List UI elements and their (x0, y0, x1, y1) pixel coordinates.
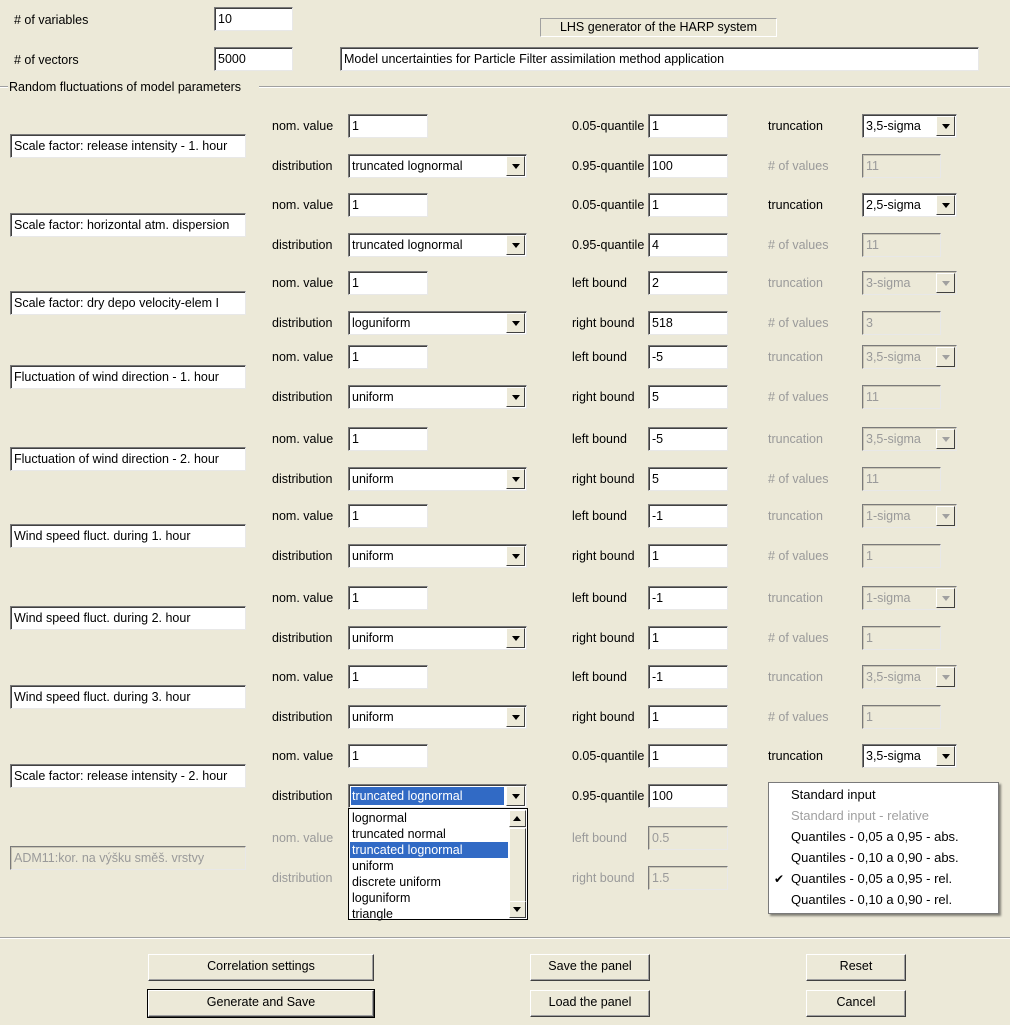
bound1-input[interactable]: -1 (648, 504, 728, 528)
num-values-label: # of values (768, 316, 829, 330)
bound1-input[interactable]: -1 (648, 665, 728, 689)
nom-value-input[interactable]: 1 (348, 114, 428, 138)
distribution-select[interactable] (348, 626, 527, 650)
chevron-down-icon[interactable] (936, 116, 955, 136)
bound2-input[interactable]: 4 (648, 233, 728, 257)
param-name-input: ADM11:kor. na výšku směš. vrstvy (10, 846, 246, 870)
truncation-select-value: 1-sigma (866, 591, 911, 605)
group-label: Random fluctuations of model parameters (9, 80, 242, 94)
truncation-select-value: 3,5-sigma (866, 670, 921, 684)
context-menu-item[interactable]: Standard input (791, 787, 876, 802)
truncation-select-value: 3-sigma (866, 276, 911, 290)
distribution-select-value: truncated lognormal (352, 238, 463, 252)
bound2-label: 0.95-quantile (572, 789, 645, 803)
param-name-input[interactable]: Scale factor: release intensity - 1. hour (10, 134, 246, 158)
num-vectors-input[interactable]: 5000 (214, 47, 293, 71)
num-values-label: # of values (768, 710, 829, 724)
param-name-input[interactable]: Fluctuation of wind direction - 1. hour (10, 365, 246, 389)
param-name-input[interactable]: Wind speed fluct. during 3. hour (10, 685, 246, 709)
chevron-down-icon[interactable] (506, 313, 525, 333)
bound1-input: 0.5 (648, 826, 728, 850)
distribution-select[interactable] (348, 385, 527, 409)
distribution-select[interactable] (348, 311, 527, 335)
distribution-label: distribution (272, 238, 333, 252)
distribution-label: distribution (272, 316, 333, 330)
nom-value-input[interactable]: 1 (348, 665, 428, 689)
context-menu-item[interactable]: Quantiles - 0,10 a 0,90 - abs. (791, 850, 959, 865)
distribution-dropdown-list[interactable] (348, 808, 528, 920)
bound2-label: right bound (572, 316, 635, 330)
dropdown-option[interactable]: uniform (352, 859, 394, 873)
truncation-select-value: 3,5-sigma (866, 749, 921, 763)
bound1-label: left bound (572, 276, 627, 290)
num-values-label: # of values (768, 159, 829, 173)
context-menu-item[interactable]: Quantiles - 0,10 a 0,90 - rel. (791, 892, 953, 907)
bound1-label: 0.05-quantile (572, 119, 645, 133)
bound2-label: right bound (572, 549, 635, 563)
bound1-input[interactable]: 1 (648, 114, 728, 138)
num-values-input: 1 (862, 705, 941, 729)
scroll-up-icon[interactable] (509, 810, 526, 827)
distribution-label: distribution (272, 549, 333, 563)
param-name-input[interactable]: Wind speed fluct. during 2. hour (10, 606, 246, 630)
cancel-button[interactable]: Cancel (806, 990, 906, 1017)
num-values-label: # of values (768, 549, 829, 563)
num-values-input: 1 (862, 626, 941, 650)
chevron-down-icon[interactable] (506, 235, 525, 255)
chevron-down-icon[interactable] (506, 156, 525, 176)
nom-value-label: nom. value (272, 198, 334, 212)
scroll-thumb[interactable] (509, 828, 526, 902)
nom-value-label: nom. value (272, 432, 334, 446)
distribution-select-value: uniform (352, 472, 394, 486)
bound1-label: 0.05-quantile (572, 749, 645, 763)
truncation-label: truncation (768, 198, 823, 212)
description-input[interactable]: Model uncertainties for Particle Filter assimilation method application (340, 47, 979, 71)
chevron-down-icon[interactable] (936, 746, 955, 766)
chevron-down-icon[interactable] (936, 429, 955, 449)
nom-value-input[interactable]: 1 (348, 504, 428, 528)
nom-value-label: nom. value (272, 350, 334, 364)
bound2-input[interactable]: 1 (648, 705, 728, 729)
chevron-down-icon[interactable] (936, 588, 955, 608)
dropdown-scrollbar[interactable] (509, 810, 526, 918)
bound2-input[interactable]: 5 (648, 385, 728, 409)
distribution-label: distribution (272, 789, 333, 803)
nom-value-input[interactable]: 1 (348, 345, 428, 369)
truncation-select[interactable] (862, 504, 957, 528)
nom-value-label: nom. value (272, 749, 334, 763)
truncation-label: truncation (768, 119, 823, 133)
distribution-select[interactable] (348, 233, 527, 257)
bound1-input[interactable]: -1 (648, 586, 728, 610)
checkmark-icon: ✔ (774, 872, 785, 886)
bound1-input[interactable]: 1 (648, 193, 728, 217)
bound2-input[interactable]: 5 (648, 467, 728, 491)
truncation-label: truncation (768, 276, 823, 290)
dropdown-option[interactable]: triangle (352, 907, 393, 921)
num-values-label: # of values (768, 390, 829, 404)
bound1-label: left bound (572, 509, 627, 523)
num-variables-label: # of variables (14, 13, 89, 27)
distribution-label: distribution (272, 472, 333, 486)
bottom-divider (0, 937, 1010, 939)
bound2-label: 0.95-quantile (572, 238, 645, 252)
truncation-select-value: 2,5-sigma (866, 198, 921, 212)
context-menu-item: Standard input - relative (791, 808, 930, 823)
num-values-label: # of values (768, 631, 829, 645)
chevron-down-icon[interactable] (936, 347, 955, 367)
truncation-select[interactable] (862, 744, 957, 768)
truncation-label: truncation (768, 749, 823, 763)
param-name-input[interactable]: Scale factor: horizontal atm. dispersion (10, 213, 246, 237)
distribution-label: distribution (272, 390, 333, 404)
bound2-input[interactable]: 1 (648, 626, 728, 650)
distribution-select[interactable] (348, 705, 527, 729)
chevron-down-icon[interactable] (506, 786, 525, 806)
num-values-input: 11 (862, 467, 941, 491)
chevron-down-icon[interactable] (936, 273, 955, 293)
chevron-down-icon[interactable] (506, 707, 525, 727)
bound1-input[interactable]: -5 (648, 427, 728, 451)
bound2-input[interactable]: 1 (648, 544, 728, 568)
nom-value-label: nom. value (272, 119, 334, 133)
bound1-input[interactable]: 1 (648, 744, 728, 768)
dropdown-option[interactable]: loguniform (352, 891, 411, 905)
truncation-label: truncation (768, 350, 823, 364)
distribution-select[interactable] (348, 467, 527, 491)
bound2-input[interactable]: 100 (648, 154, 728, 178)
group-divider-right (259, 86, 1010, 88)
bound2-input[interactable]: 518 (648, 311, 728, 335)
distribution-select[interactable] (348, 784, 527, 808)
nom-value-input[interactable]: 1 (348, 586, 428, 610)
chevron-down-icon[interactable] (506, 546, 525, 566)
group-divider-left (0, 86, 8, 88)
chevron-down-icon[interactable] (506, 628, 525, 648)
distribution-label: distribution (272, 871, 333, 885)
reset-button[interactable]: Reset (806, 954, 906, 981)
truncation-select[interactable] (862, 665, 957, 689)
chevron-down-icon[interactable] (506, 469, 525, 489)
dropdown-option[interactable]: lognormal (352, 811, 407, 825)
bound1-input[interactable]: -5 (648, 345, 728, 369)
scroll-down-icon[interactable] (509, 901, 526, 918)
bound2-label: right bound (572, 472, 635, 486)
truncation-select[interactable] (862, 193, 957, 217)
dropdown-option[interactable]: discrete uniform (352, 875, 441, 889)
bound1-label: left bound (572, 831, 627, 845)
truncation-select-value: 3,5-sigma (866, 432, 921, 446)
nom-value-label: nom. value (272, 591, 334, 605)
context-menu-item[interactable]: Quantiles - 0,05 a 0,95 - abs. (791, 829, 959, 844)
param-name-input[interactable]: Fluctuation of wind direction - 2. hour (10, 447, 246, 471)
app-title: LHS generator of the HARP system (540, 18, 777, 37)
num-vectors-label: # of vectors (14, 53, 79, 67)
bound1-label: left bound (572, 432, 627, 446)
num-values-input: 3 (862, 311, 941, 335)
chevron-down-icon[interactable] (936, 667, 955, 687)
correlation-settings-button[interactable]: Correlation settings (148, 954, 374, 981)
save-panel-button[interactable]: Save the panel (530, 954, 650, 981)
num-values-input: 11 (862, 233, 941, 257)
context-menu-item[interactable]: Quantiles - 0,05 a 0,95 - rel. (791, 871, 953, 886)
truncation-select[interactable] (862, 114, 957, 138)
distribution-select-value: truncated lognormal (351, 787, 504, 805)
chevron-down-icon[interactable] (936, 195, 955, 215)
param-name-input[interactable]: Wind speed fluct. during 1. hour (10, 524, 246, 548)
truncation-select-value: 1-sigma (866, 509, 911, 523)
truncation-select-value: 3,5-sigma (866, 119, 921, 133)
num-values-label: # of values (768, 472, 829, 486)
dropdown-option[interactable]: truncated lognormal (350, 842, 508, 858)
bound2-label: 0.95-quantile (572, 159, 645, 173)
distribution-select[interactable] (348, 154, 527, 178)
nom-value-label: nom. value (272, 276, 334, 290)
num-values-input: 11 (862, 154, 941, 178)
distribution-select-value: uniform (352, 710, 394, 724)
bound2-input: 1.5 (648, 866, 728, 890)
bound2-label: right bound (572, 710, 635, 724)
bound1-label: left bound (572, 350, 627, 364)
distribution-select-value: loguniform (352, 316, 411, 330)
num-variables-input[interactable]: 10 (214, 7, 293, 31)
distribution-select-value: truncated lognormal (352, 159, 463, 173)
bound1-label: left bound (572, 670, 627, 684)
bound1-input[interactable]: 2 (648, 271, 728, 295)
num-values-input: 1 (862, 544, 941, 568)
truncation-label: truncation (768, 591, 823, 605)
distribution-label: distribution (272, 159, 333, 173)
num-values-input: 11 (862, 385, 941, 409)
distribution-select-value: uniform (352, 631, 394, 645)
chevron-down-icon[interactable] (506, 387, 525, 407)
truncation-select-value: 3,5-sigma (866, 350, 921, 364)
bound2-label: right bound (572, 631, 635, 645)
nom-value-label: nom. value (272, 509, 334, 523)
nom-value-input[interactable]: 1 (348, 427, 428, 451)
dropdown-option[interactable]: truncated normal (352, 827, 446, 841)
param-name-input[interactable]: Scale factor: release intensity - 2. hour (10, 764, 246, 788)
bound1-label: 0.05-quantile (572, 198, 645, 212)
nom-value-input[interactable]: 1 (348, 193, 428, 217)
truncation-select[interactable] (862, 271, 957, 295)
truncation-select[interactable] (862, 586, 957, 610)
bound1-label: left bound (572, 591, 627, 605)
truncation-select[interactable] (862, 345, 957, 369)
load-panel-button[interactable]: Load the panel (530, 990, 650, 1017)
bound2-label: right bound (572, 390, 635, 404)
quantile-context-menu[interactable] (768, 782, 999, 914)
bound2-input[interactable]: 100 (648, 784, 728, 808)
truncation-label: truncation (768, 670, 823, 684)
bound2-label: right bound (572, 871, 635, 885)
generate-save-button[interactable]: Generate and Save (148, 990, 374, 1017)
distribution-label: distribution (272, 710, 333, 724)
nom-value-input[interactable]: 1 (348, 271, 428, 295)
nom-value-label: nom. value (272, 831, 334, 845)
truncation-label: truncation (768, 432, 823, 446)
distribution-select-value: uniform (352, 390, 394, 404)
truncation-label: truncation (768, 509, 823, 523)
distribution-label: distribution (272, 631, 333, 645)
distribution-select[interactable] (348, 544, 527, 568)
chevron-down-icon[interactable] (936, 506, 955, 526)
distribution-select-value: uniform (352, 549, 394, 563)
param-name-input[interactable]: Scale factor: dry depo velocity-elem I (10, 291, 246, 315)
nom-value-input[interactable]: 1 (348, 744, 428, 768)
nom-value-label: nom. value (272, 670, 334, 684)
num-values-label: # of values (768, 238, 829, 252)
truncation-select[interactable] (862, 427, 957, 451)
